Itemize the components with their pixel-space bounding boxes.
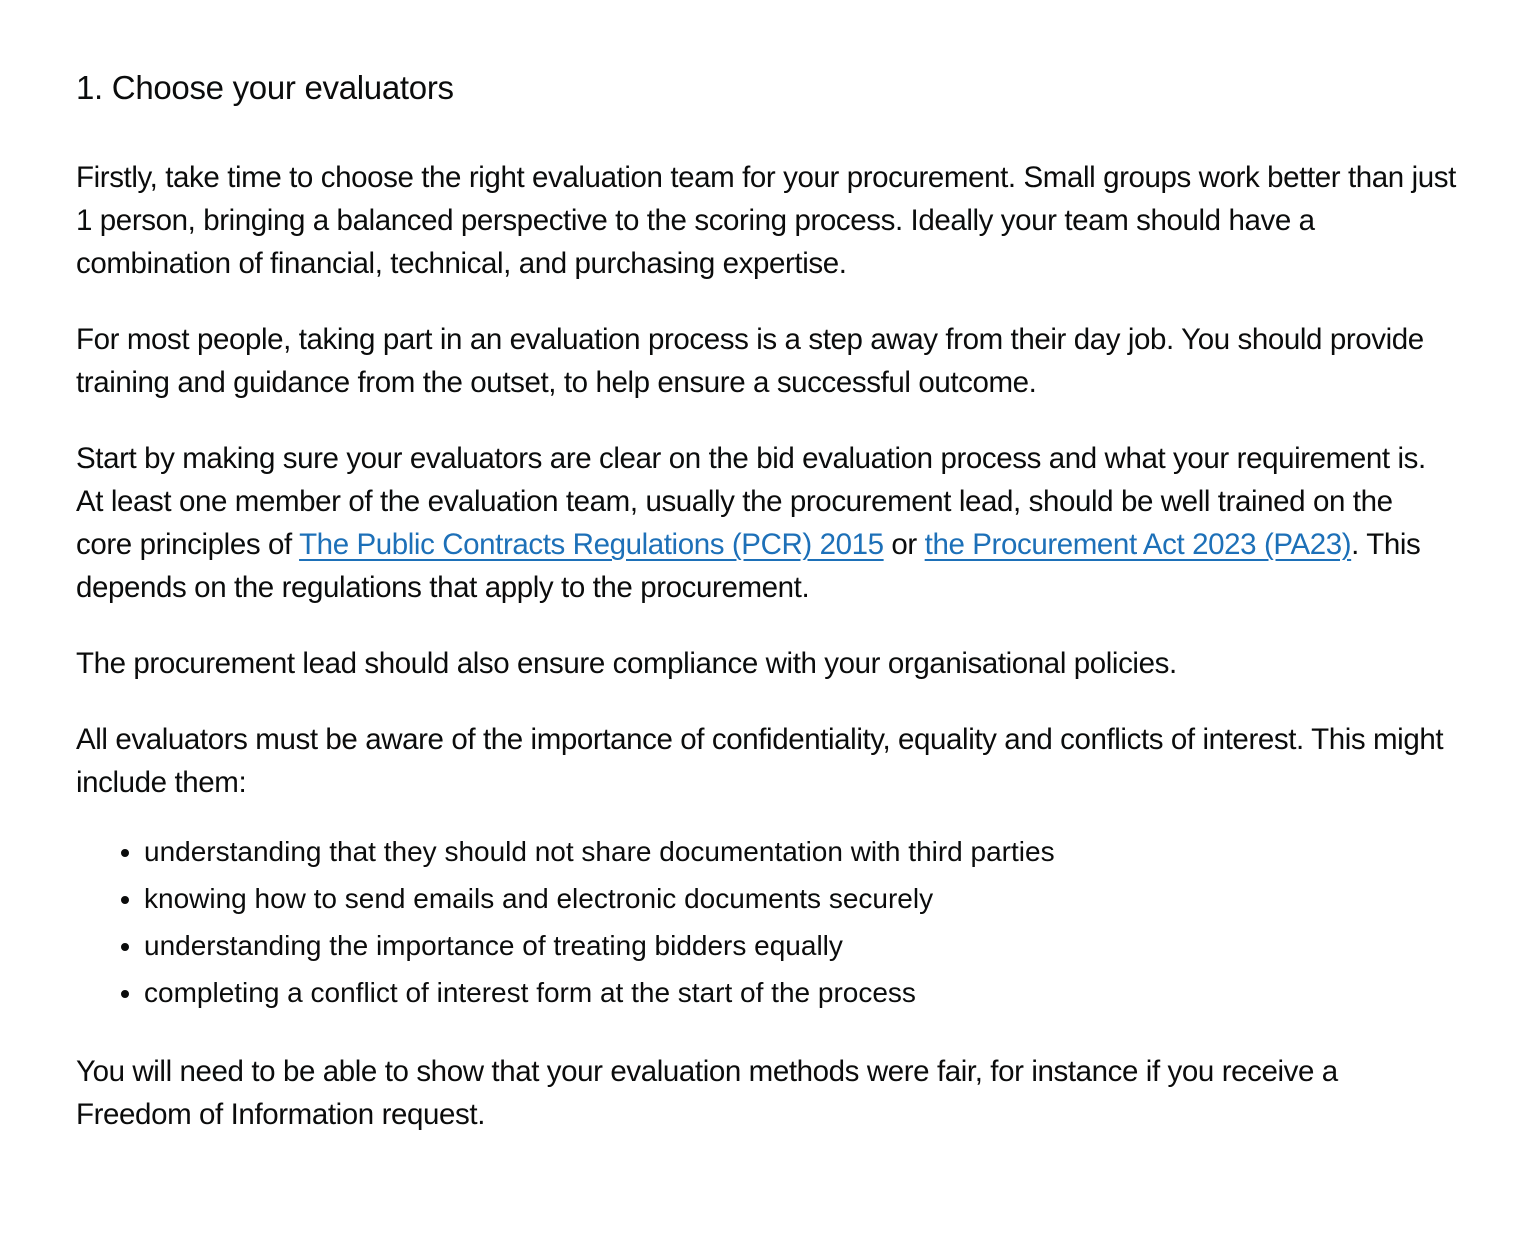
regulations-text-before: Start by making sure your evaluators are clear on the bid evaluation process and what your requirement is. At least one member of the evaluation team, usually the procurement lead, should be well trained on the core principles of xyxy=(76,442,1426,561)
pcr-2015-link[interactable]: The Public Contracts Regulations (PCR) 2015 xyxy=(299,528,884,561)
awareness-bullet-list xyxy=(76,828,1456,1016)
awareness-paragraph: All evaluators must be aware of the importance of confidentiality, equality and conflicts of interest. This might include them: xyxy=(76,723,1444,799)
compliance-paragraph: The procurement lead should also ensure compliance with your organisational policies. xyxy=(76,647,1177,680)
intro-paragraph: Firstly, take time to choose the right evaluation team for your procurement. Small groups work better than just 1 person, bringing a balanced perspective to the scoring process. Ideally your team should have a combination of financial, technical, and purchasing expertise. xyxy=(76,161,1456,280)
pa23-link[interactable]: the Procurement Act 2023 (PA23) xyxy=(924,528,1352,561)
training-paragraph: For most people, taking part in an evaluation process is a step away from their day job. You should provide training and guidance from the outset, to help ensure a successful outcome. xyxy=(76,323,1424,399)
article-content xyxy=(76,60,1456,1169)
section-heading: 1. Choose your evaluators xyxy=(76,69,454,106)
regulations-text-middle: or xyxy=(883,528,925,561)
regulations-text-after: . This depends on the regulations that apply to the procurement. xyxy=(76,528,1421,604)
regulations-paragraph xyxy=(76,437,1456,609)
list-item: • understanding the importance of treating bidders equally xyxy=(144,922,1456,969)
list-item: • understanding that they should not share documentation with third parties xyxy=(144,828,1456,875)
closing-paragraph: You will need to be able to show that your evaluation methods were fair, for instance if you receive a Freedom of Information request. xyxy=(76,1055,1338,1131)
list-item: • knowing how to send emails and electronic documents securely xyxy=(144,875,1456,922)
list-item: • completing a conflict of interest form at the start of the process xyxy=(144,969,1456,1016)
